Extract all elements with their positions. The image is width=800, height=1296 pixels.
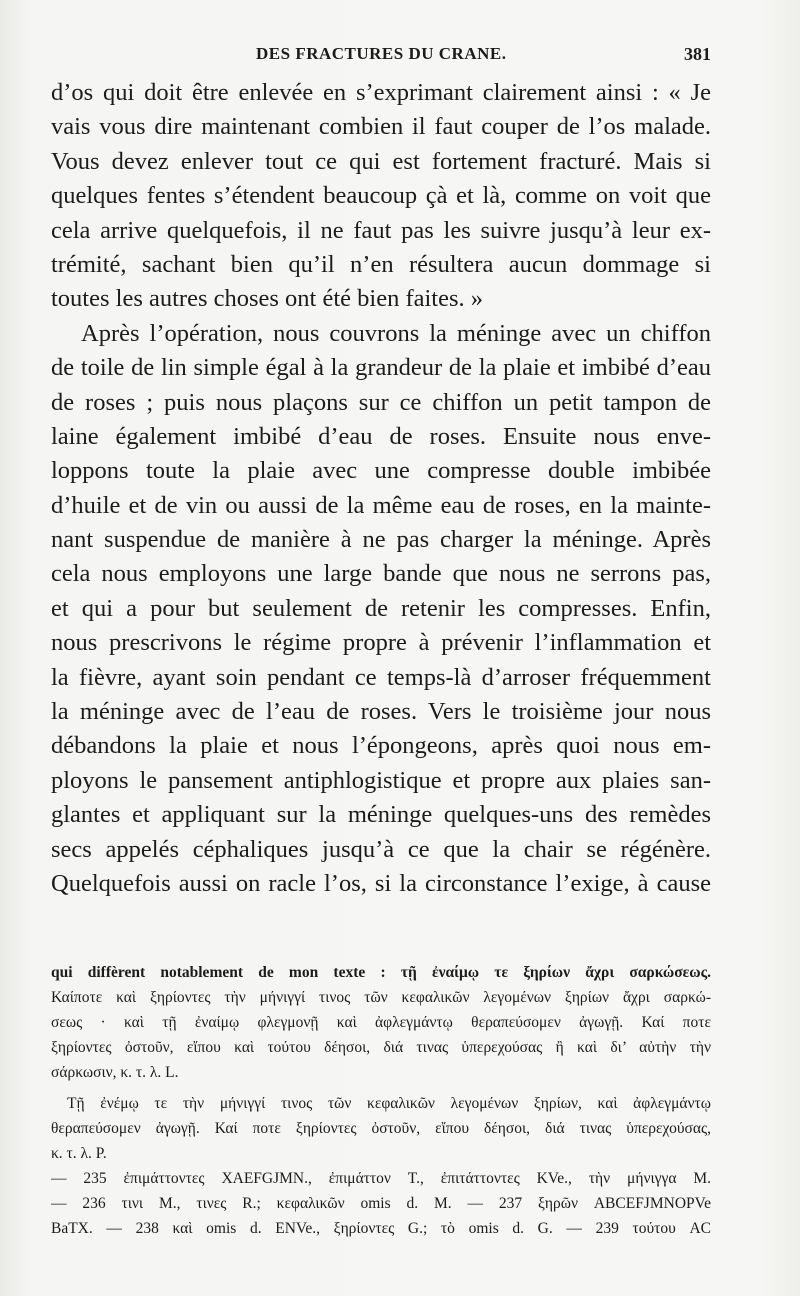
text-line: Quelquefois aussi on racle l’os, si la circonstance l’exige, à cause xyxy=(51,869,711,897)
text-line: quelques fentes s’étendent beaucoup çà et là, comme on voit que xyxy=(51,182,711,210)
variant-line: — 235 ἐπιμάττοντες XAEFGJMN., ἐπιμάττον T., ἐπιτάττοντες KVe., τὴν μήνιγγα M. xyxy=(51,1170,711,1187)
text-line: cela nous employons une large bande que nous ne serrons pas, xyxy=(51,560,711,588)
footnote-line: Τῇ ἐνέμῳ τε τὴν μήνιγγί τινος τῶν κεφαλικῶν λεγομένων ξηρίων, καὶ ἀφλεγμάντῳ xyxy=(67,1095,711,1112)
text-line: secs appelés céphaliques jusqu’à ce que la chair se régénère. xyxy=(51,835,711,863)
text-line: de roses ; puis nous plaçons sur ce chiffon un petit tampon de xyxy=(51,388,711,416)
text-line: nous prescrivons le régime propre à prévenir l’inflammation et xyxy=(51,629,711,657)
text-line: laine également imbibé d’eau de roses. Ensuite nous enve- xyxy=(51,422,711,450)
text-line: trémité, sachant bien qu’il n’en résultera aucun dommage si xyxy=(51,250,711,278)
text-line: d’huile et de vin ou aussi de la même eau de roses, en la mainte- xyxy=(51,491,711,519)
footnote-line: θεραπεύσομεν ἀγωγῇ. Καί ποτε ξηρίοντες ὀστοῦν, εἴπου δέησοι, διά τινας ὑπερεχούσας, xyxy=(51,1120,711,1137)
text-line: et qui a pour but seulement de retenir les compresses. Enfin, xyxy=(51,594,711,622)
footnotes xyxy=(51,960,711,1241)
text-line: de toile de lin simple égal à la grandeur de la plaie et imbibé d’eau xyxy=(51,354,711,382)
text-line: la fièvre, ayant soin pendant ce temps-là d’arroser fréquemment xyxy=(51,663,711,691)
footnote-line: ξηρίοντες ὀστοῦν, εἴπου καὶ τούτου δέησοι, διά τινας ὑπερεχούσας ἢ καὶ δι’ αὐτὴν τὴν xyxy=(51,1039,711,1056)
text-line: loppons toute la plaie avec une compresse double imbibée xyxy=(51,457,711,485)
page-number: 381 xyxy=(684,44,711,64)
variant-line: — 236 τινι M., τινες R.; κεφαλικῶν omis d. M. — 237 ξηρῶν ABCEFJMNOPVe xyxy=(51,1195,711,1212)
text-line: cela arrive quelquefois, il ne faut pas les suivre jusqu’à leur ex- xyxy=(51,216,711,244)
running-head: DES FRACTURES DU CRANE. xyxy=(256,44,507,63)
text-line: nant suspendue de manière à ne pas charger la méninge. Après xyxy=(51,526,711,554)
variant-line: BaTX. — 238 καὶ omis d. ENVe., ξηρίοντες G.; τὸ omis d. G. — 239 τούτου AC xyxy=(51,1220,711,1237)
footnote-line: σάρκωσιν, κ. τ. λ. L. xyxy=(51,1064,179,1081)
text-line: toutes les autres choses ont été bien faites. » xyxy=(51,285,484,313)
text-line: la méninge avec de l’eau de roses. Vers le troisième jour nous xyxy=(51,698,711,726)
text-line: ployons le pansement antiphlogistique et propre aux plaies san- xyxy=(51,766,711,794)
footnote-line: Καίποτε καὶ ξηρίοντες τὴν μήνιγγί τινος τῶν κεφαλικῶν λεγομένων ξηρίων ἄχρι σαρκώ- xyxy=(51,989,711,1006)
text-line: vais vous dire maintenant combien il faut couper de l’os malade. xyxy=(51,113,711,141)
footnote-line: σεως · καὶ τῇ ἐναίμῳ φλεγμονῇ καὶ ἀφλεγμάντῳ θεραπεύσομεν ἀγωγῇ. Καί ποτε xyxy=(51,1014,711,1031)
footnote-line: κ. τ. λ. P. xyxy=(51,1145,107,1162)
text-line: débandons la plaie et nous l’épongeons, après quoi nous em- xyxy=(51,732,711,760)
text-line: glantes et appliquant sur la méninge quelques-uns des remèdes xyxy=(51,801,711,829)
footnote-line: qui diffèrent notablement de mon texte : τῇ ἐναίμῳ τε ξηρίων ἄχρι σαρκώσεως. xyxy=(51,964,711,981)
text-line: Vous devez enlever tout ce qui est fortement fracturé. Mais si xyxy=(51,147,711,175)
page-header xyxy=(56,44,711,70)
main-text xyxy=(51,76,711,901)
text-line: d’os qui doit être enlevée en s’exprimant clairement ainsi : « Je xyxy=(51,79,711,106)
text-line: Après l’opération, nous couvrons la méninge avec un chiffon xyxy=(81,319,711,347)
